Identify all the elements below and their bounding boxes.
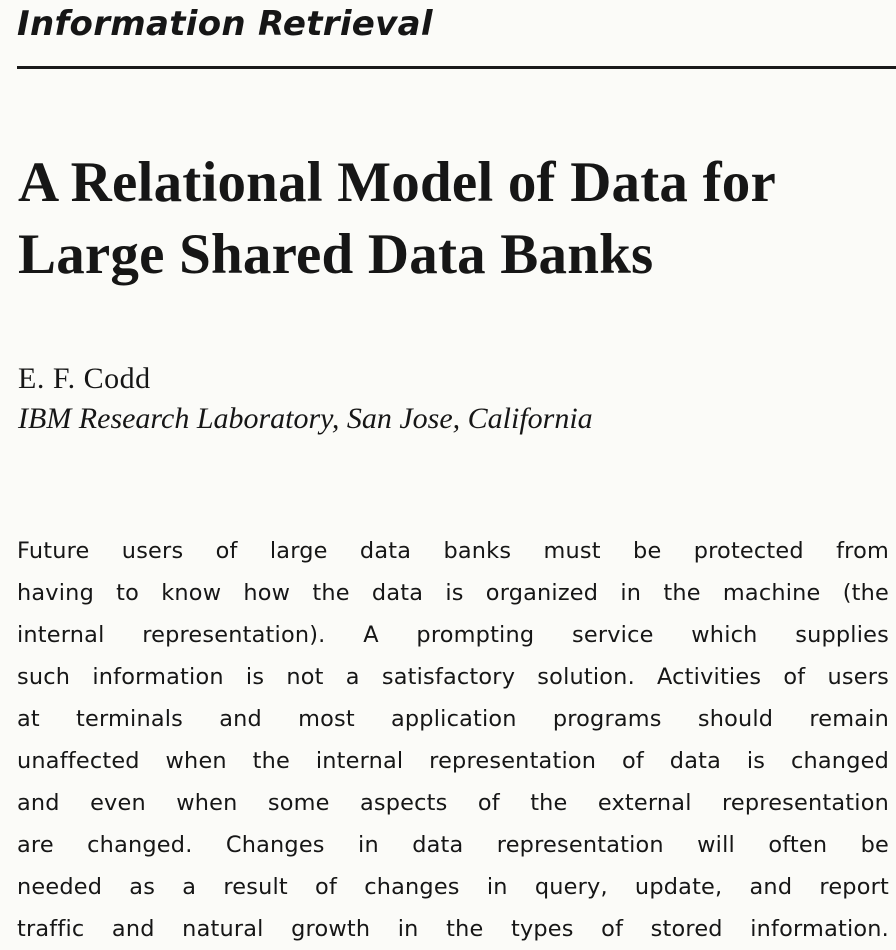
paper-title <box>18 147 776 291</box>
abstract <box>17 530 889 950</box>
author-affiliation: IBM Research Laboratory, San Jose, California <box>18 402 593 435</box>
abstract-line: are changed. Changes in data representation will often be <box>17 832 889 858</box>
abstract-line: needed as a result of changes in query, update, and report <box>17 874 889 900</box>
section-heading: Information Retrieval <box>17 4 433 44</box>
abstract-line: traffic and natural growth in the types of stored information. <box>17 916 889 942</box>
title-line: A Relational Model of Data for <box>18 151 776 214</box>
abstract-line: unaffected when the internal representation of data is changed <box>17 748 889 774</box>
abstract-line: at terminals and most application programs should remain <box>17 706 889 732</box>
abstract-line: and even when some aspects of the external representation <box>17 790 889 816</box>
abstract-line: internal representation). A prompting service which supplies <box>17 622 889 648</box>
abstract-line: such information is not a satisfactory solution. Activities of users <box>17 664 889 690</box>
header-rule <box>17 66 896 69</box>
author-name: E. F. Codd <box>18 362 151 395</box>
title-line: Large Shared Data Banks <box>18 223 654 286</box>
abstract-line: Future users of large data banks must be protected from <box>17 538 889 564</box>
abstract-line: having to know how the data is organized in the machine (the <box>17 580 889 606</box>
